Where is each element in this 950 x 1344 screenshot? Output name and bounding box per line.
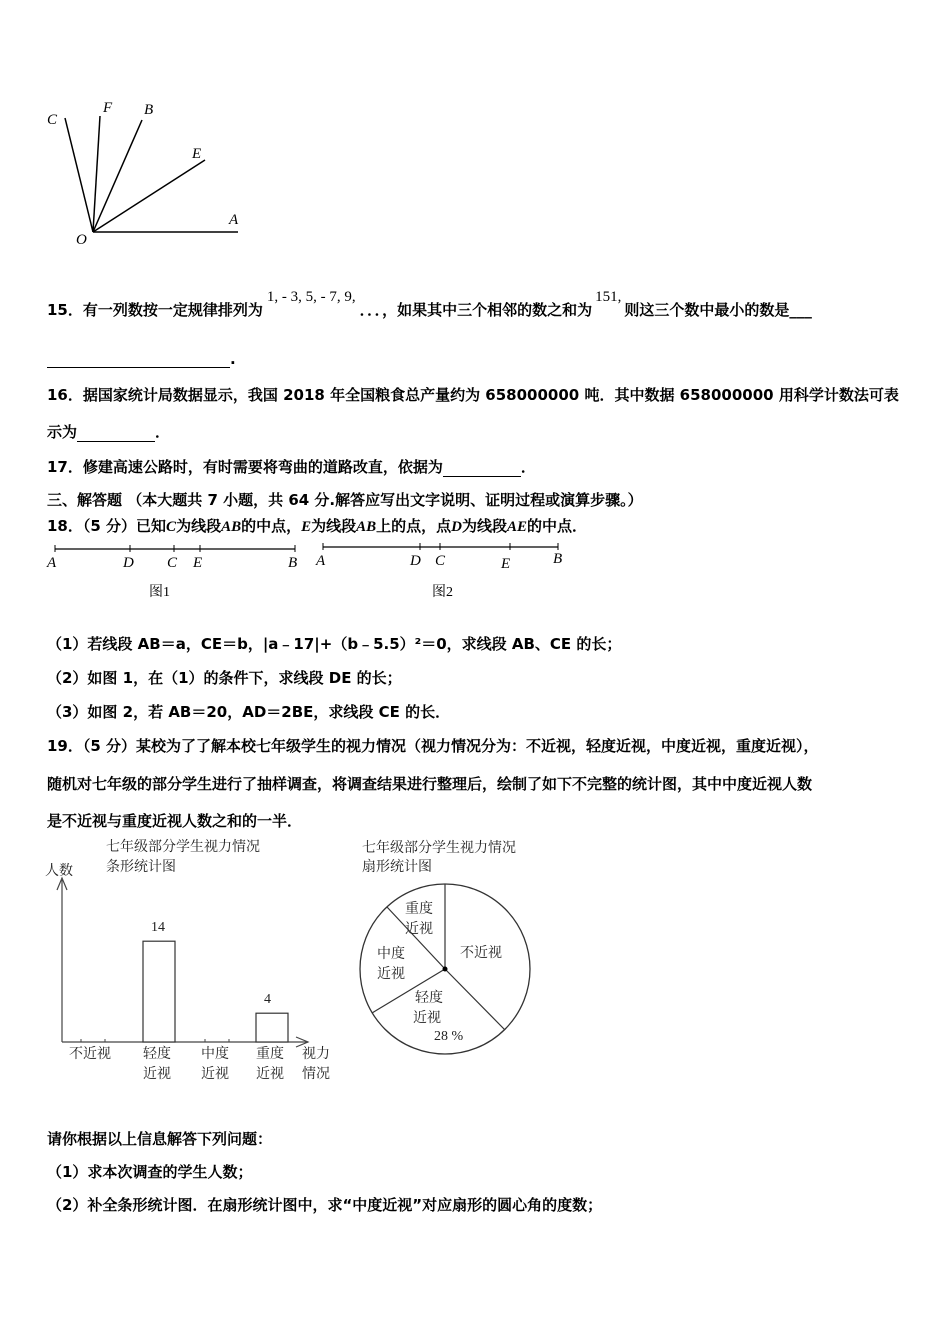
q18-text-g: 的中点．: [527, 517, 588, 535]
fig2-A: A: [316, 553, 326, 569]
fig1-A: A: [47, 555, 57, 571]
q19-part-2: （2）补全条形统计图．在扇形统计图中，求“中度近视”对应扇形的圆心角的度数；: [47, 1196, 603, 1214]
bar-data-label-1: 14: [151, 920, 165, 936]
question-16: 16．据国家统计局数据显示，我国 2018 年全国粮食总产量约为 658000000 吨．其中数据 658000000 用科学计数法可表: [47, 386, 899, 404]
fig2-D: D: [410, 553, 421, 569]
pie-slice-label-no-myopia: 不近视: [460, 945, 502, 961]
angle-lines: [30, 100, 290, 260]
q18-AE: AE: [507, 519, 528, 535]
q18-C: C: [166, 519, 177, 535]
q18-text-a: 18．（5 分）已知: [47, 517, 167, 535]
fig1-caption: 图1: [149, 585, 170, 600]
bar-category-label-1: 轻度 近视: [143, 1046, 171, 1082]
q18-text-c: 的中点，: [241, 517, 302, 535]
ray-OC: [65, 118, 93, 232]
question-16-line2: [47, 421, 170, 442]
fig2-C: C: [435, 553, 446, 569]
section-3-heading: 三、解答题 （本大题共 7 小题，共 64 分.解答应写出文字说明、证明过程或演算步骤。）: [47, 491, 643, 509]
q18-part-3: （3）如图 2，若 AB＝20，AD＝2BE，求线段 CE 的长．: [47, 703, 451, 721]
q16-blank[interactable]: [77, 427, 155, 442]
q18-AB2: AB: [356, 519, 377, 535]
fig2-E: E: [501, 556, 511, 572]
ray-OB: [93, 120, 142, 232]
q18-text-d: 为线段: [311, 517, 357, 535]
fig1-D: D: [123, 555, 134, 571]
question-17: [47, 456, 536, 477]
q15-text-b: 如果其中三个相邻的数之和为: [397, 301, 593, 319]
pie-chart-title: 七年级部分学生视力情况: [362, 840, 516, 856]
fig2-caption: 图2: [432, 585, 453, 600]
q19-part-1: （1）求本次调查的学生人数；: [47, 1163, 253, 1181]
q18-E: E: [301, 519, 312, 535]
bar-category-label-0: 不近视: [69, 1046, 111, 1062]
bar-3: [256, 1013, 288, 1042]
q18-part-2: （2）如图 1，在（1）的条件下，求线段 DE 的长；: [47, 669, 402, 687]
q18-text-f: 为线段: [462, 517, 508, 535]
pie-slice-label-severe: 重度 近视: [405, 901, 433, 937]
q15-end: .: [230, 350, 236, 368]
pie-center: [443, 967, 448, 972]
fig1-B: B: [288, 555, 298, 571]
q15-sum: 151,: [595, 289, 622, 305]
q16-text: 示为: [47, 423, 78, 441]
question-19-line3: 是不近视与重度近视人数之和的一半．: [47, 812, 303, 830]
q18-text-b: 为线段: [176, 517, 222, 535]
q15-answer-line: [47, 350, 236, 368]
question-19-line1: 19．（5 分）某校为了了解本校七年级学生的视力情况（视力情况分为：不近视，轻度近视，中度近视，重度近视），: [47, 737, 819, 755]
q16-end: ．: [155, 423, 171, 441]
q15-blank[interactable]: [47, 353, 230, 368]
ray-OE: [93, 160, 205, 232]
bar-1: [143, 941, 175, 1042]
q15-dots: ．．．，: [359, 301, 398, 319]
q18-AB: AB: [221, 519, 242, 535]
fig1-E: E: [193, 555, 203, 571]
q15-sequence: 1, - 3, 5, - 7, 9,: [266, 289, 356, 305]
label-F: F: [103, 100, 113, 116]
ray-OF: [93, 116, 100, 232]
fig2-B: B: [553, 551, 563, 567]
label-A: A: [229, 212, 239, 228]
pie-chart-subtitle: 扇形统计图: [362, 859, 432, 875]
q17-text: 17．修建高速公路时，有时需要将弯曲的道路改直，依据为: [47, 458, 443, 476]
bar-chart-subtitle: 条形统计图: [106, 859, 176, 875]
q18-part-1: （1）若线段 AB＝a，CE＝b，|a﹣17|+（b﹣5.5）²＝0，求线段 AB、CE 的长；: [47, 635, 622, 653]
q18-D: D: [451, 519, 463, 535]
q19-prompt: 请你根据以上信息解答下列问题：: [47, 1130, 273, 1148]
bar-chart-ylabel: 人数: [45, 863, 73, 879]
label-C: C: [47, 112, 58, 128]
pie-slice-percent-mild: 28 %: [434, 1029, 464, 1044]
pie-slice-label-moderate: 中度 近视: [377, 946, 405, 982]
label-E: E: [192, 146, 202, 162]
q18-text-e: 上的点，点: [376, 517, 452, 535]
q15-text: 15．有一列数按一定规律排列为: [47, 301, 263, 319]
q17-end: ．: [520, 458, 536, 476]
fig1-C: C: [167, 555, 178, 571]
label-O: O: [76, 232, 87, 248]
bar-category-label-3: 重度 近视: [256, 1046, 284, 1082]
bar-chart-title: 七年级部分学生视力情况: [106, 839, 260, 855]
pie-slice-label-mild: 轻度 近视: [413, 990, 443, 1026]
bar-data-label-3: 4: [264, 992, 271, 1008]
segment-1-line: [50, 540, 310, 560]
pie-divider-right: [445, 969, 505, 1030]
bar-category-label-2: 中度 近视: [201, 1046, 229, 1082]
bar-chart-xlabel: 视力 情况: [302, 1046, 330, 1082]
question-18: [47, 515, 587, 536]
q17-blank[interactable]: [443, 462, 521, 477]
label-B: B: [144, 102, 154, 118]
question-19-line2: 随机对七年级的部分学生进行了抽样调查，将调查结果进行整理后，绘制了如下不完整的统计图，其中中度近视人数: [47, 775, 813, 793]
question-15: [47, 289, 812, 320]
q15-text-c: 则这三个数中最小的数是___: [624, 301, 812, 319]
